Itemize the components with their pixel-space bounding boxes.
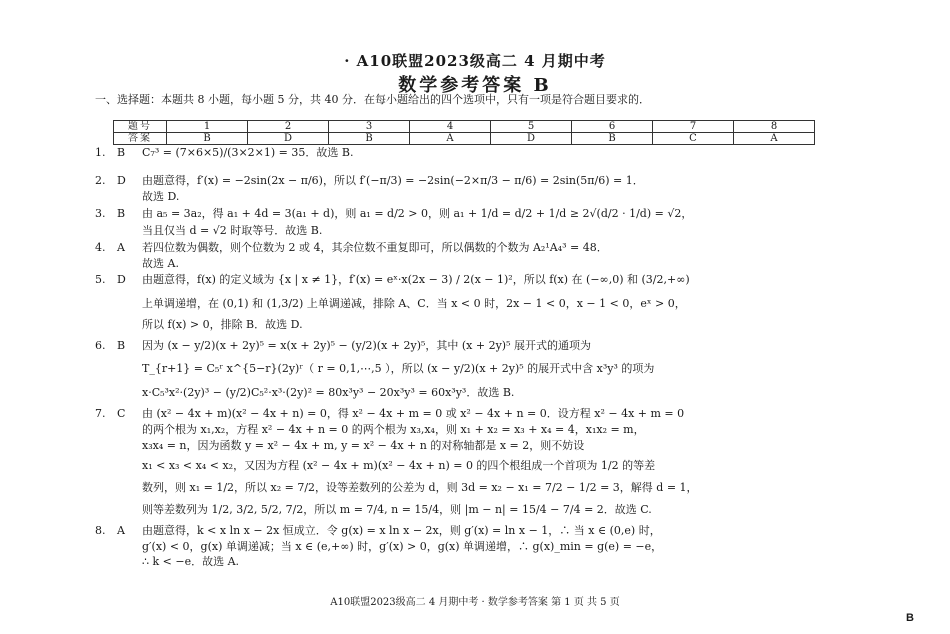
- solution-number: 7.: [95, 407, 106, 420]
- answer-table-row-answers: [114, 133, 815, 145]
- solution-number: 1.: [95, 146, 106, 159]
- solution-answer: A: [117, 524, 125, 537]
- solution-line: 由题意得，f′(x) = −2sin(2x − π/6)，所以 f′(−π/3) = −2sin(−2×π/3 − π/6) = 2sin(5π/6) = 1．: [142, 174, 644, 187]
- solution-line: ∴ k < −e．故选 A.: [142, 555, 240, 568]
- solution-number: 4.: [95, 241, 106, 254]
- solution-line: C₇³ = (7×6×5)/(3×2×1) = 35．故选 B.: [142, 146, 354, 159]
- q-answer: D: [248, 133, 329, 145]
- q-number: 2: [248, 121, 329, 133]
- q-number: 7: [653, 121, 734, 133]
- solution-line: 当且仅当 d = √2 时取等号．故选 B.: [142, 224, 323, 237]
- q-answer: A: [734, 133, 815, 145]
- solution-line: x·C₅³x²·(2y)³ − (y/2)C₅²·x³·(2y)² = 80x³y³ − 20x³y³ = 60x³y³．故选 B.: [142, 386, 515, 399]
- answer-table-row-numbers: [114, 121, 815, 133]
- solution-1: [95, 146, 865, 160]
- solution-line: 由题意得，f(x) 的定义域为 {x | x ≠ 1}，f′(x) = eˣ·x(2x − 3) / 2(x − 1)²，所以 f(x) 在 (−∞,0) 和 (3/2,+∞): [142, 273, 690, 286]
- q-answer: B: [572, 133, 653, 145]
- solution-answer: A: [117, 241, 125, 254]
- solution-line: 由题意得，k < x ln x − 2x 恒成立．令 g(x) = x ln x − 2x，则 g′(x) = ln x − 1，∴ 当 x ∈ (0,e) 时，: [142, 524, 661, 537]
- solution-answer: B: [117, 146, 126, 159]
- page-footer: A10联盟2023级高二 4 月期中考 · 数学参考答案 第 1 页 共 5 页: [330, 597, 620, 608]
- q-number: 6: [572, 121, 653, 133]
- solution-line: 由 a₅ = 3a₂，得 a₁ + 4d = 3(a₁ + d)，则 a₁ = d/2 > 0，则 a₁ + 1/d = d/2 + 1/d ≥ 2√(d/2 · 1/d) = √2，: [142, 207, 693, 220]
- answer-key-title: 数学参考答案 B: [398, 75, 552, 96]
- solution-4: [95, 241, 865, 271]
- q-number: 4: [410, 121, 491, 133]
- row-label-answer: 答案: [114, 133, 167, 145]
- solution-line: 的两个根为 x₁,x₂，方程 x² − 4x + n = 0 的两个根为 x₃,x₄，则 x₁ + x₂ = x₃ + x₄ = 4，x₁x₂ = m，: [142, 423, 645, 436]
- solution-answer: B: [117, 339, 126, 352]
- solution-number: 6.: [95, 339, 106, 352]
- solution-line: 故选 A.: [142, 257, 179, 270]
- row-label-number: 题号: [114, 121, 167, 133]
- q-answer: B: [167, 133, 248, 145]
- solution-number: 8.: [95, 524, 106, 537]
- solution-3: [95, 207, 865, 237]
- solution-line: 数列，则 x₁ = 1/2，所以 x₂ = 7/2，设等差数列的公差为 d，则 3d = x₂ − x₁ = 7/2 − 1/2 = 3，解得 d = 1，: [142, 481, 698, 494]
- solution-line: x₁ < x₃ < x₄ < x₂，又因为方程 (x² − 4x + m)(x² − 4x + n) = 0 的四个根组成一个首项为 1/2 的等差: [142, 459, 656, 472]
- solution-2: [95, 174, 865, 204]
- solution-answer: D: [117, 174, 126, 187]
- solution-line: 故选 D.: [142, 190, 180, 203]
- solution-5: [95, 273, 865, 333]
- solution-8: [95, 524, 865, 570]
- solution-line: 所以 f(x) > 0，排除 B．故选 D.: [142, 318, 303, 331]
- q-answer: B: [329, 133, 410, 145]
- section-heading: 一、选择题：本题共 8 小题，每小题 5 分，共 40 分．在每小题给出的四个选项中，只有一项是符合题目要求的．: [95, 93, 650, 106]
- solution-7: [95, 407, 865, 519]
- solution-line: 若四位数为偶数，则个位数为 2 或 4，其余位数不重复即可，所以偶数的个数为 A₂¹A₄³ = 48．: [142, 241, 608, 254]
- solution-answer: C: [117, 407, 126, 420]
- exam-title: · A10联盟2023级高二 4 月期中考: [344, 52, 606, 70]
- q-number: 8: [734, 121, 815, 133]
- q-answer: D: [491, 133, 572, 145]
- q-number: 5: [491, 121, 572, 133]
- solution-line: T_{r+1} = C₅ʳ x^{5−r}(2y)ʳ（ r = 0,1,⋯,5 ），所以 (x − y/2)(x + 2y)⁵ 的展开式中含 x³y³ 的项为: [142, 362, 655, 375]
- solution-number: 5.: [95, 273, 106, 286]
- solution-line: 因为 (x − y/2)(x + 2y)⁵ = x(x + 2y)⁵ − (y/2)(x + 2y)⁵，其中 (x + 2y)⁵ 展开式的通项为: [142, 339, 592, 352]
- solution-answer: B: [117, 207, 126, 220]
- solution-6: [95, 339, 865, 399]
- solution-line: 由 (x² − 4x + m)(x² − 4x + n) = 0，得 x² − 4x + m = 0 或 x² − 4x + n = 0．设方程 x² − 4x + m = 0: [142, 407, 685, 420]
- q-answer: A: [410, 133, 491, 145]
- answer-table: [113, 120, 815, 145]
- solution-number: 3.: [95, 207, 106, 220]
- version-mark: B: [906, 612, 914, 624]
- solution-line: 则等差数列为 1/2, 3/2, 5/2, 7/2，所以 m = 7/4, n = 15/4，则 |m − n| = 15/4 − 7/4 = 2．故选 C.: [142, 503, 652, 516]
- solution-answer: D: [117, 273, 126, 286]
- q-number: 3: [329, 121, 410, 133]
- q-answer: C: [653, 133, 734, 145]
- solution-line: g′(x) < 0，g(x) 单调递减；当 x ∈ (e,+∞) 时，g′(x) > 0，g(x) 单调递增，∴ g(x)_min = g(e) = −e，: [142, 540, 663, 553]
- solution-number: 2.: [95, 174, 106, 187]
- solution-line: 上单调递增，在 (0,1) 和 (1,3/2) 上单调递减，排除 A、C．当 x < 0 时，2x − 1 < 0，x − 1 < 0，eˣ > 0，: [142, 297, 686, 310]
- solution-line: x₃x₄ = n，因为函数 y = x² − 4x + m, y = x² − 4x + n 的对称轴都是 x = 2，则不妨设: [142, 439, 585, 452]
- q-number: 1: [167, 121, 248, 133]
